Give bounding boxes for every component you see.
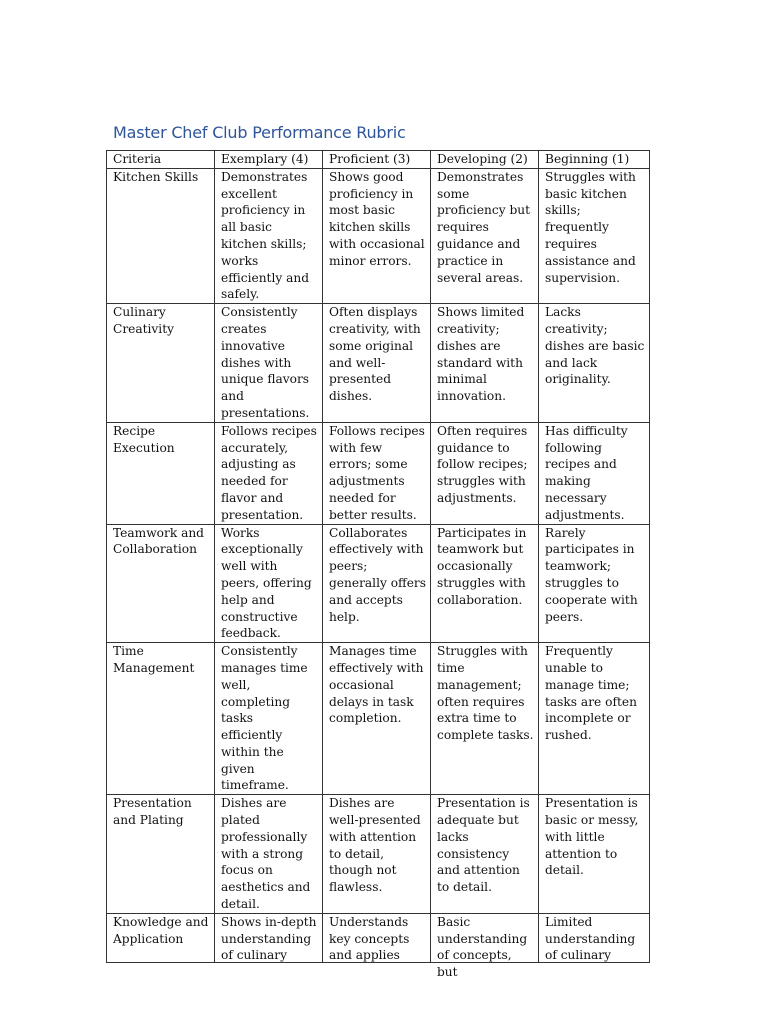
table-row: [107, 795, 650, 914]
developing-cell: Struggles with time management; often requires extra time to complete tasks.: [431, 643, 539, 795]
rubric-table: [106, 150, 650, 980]
criteria-text: Knowledge and Application: [113, 914, 209, 946]
table-row: [107, 168, 650, 303]
exemplary-cell: Works exceptionally well with peers, offering help and constructive feedback.: [215, 524, 323, 643]
proficient-cell: Collaborates effectively with peers; generally offers and accepts help.: [323, 524, 431, 643]
developing-cell: Shows limited creativity; dishes are standard with minimal innovation.: [431, 304, 539, 423]
developing-cell: Often requires guidance to follow recipes; struggles with adjustments.: [431, 422, 539, 524]
table-header-row: [107, 151, 650, 169]
exemplary-cell: Demonstrates excellent proficiency in all basic kitchen skills; works efficiently and safely.: [215, 168, 323, 303]
header-beginning: Beginning (1): [539, 151, 650, 169]
criteria-cell: [107, 913, 215, 962]
exemplary-cell: Dishes are plated professionally with a strong focus on aesthetics and detail.: [215, 795, 323, 914]
header-proficient: Proficient (3): [323, 151, 431, 169]
proficient-cell: [323, 913, 431, 962]
header-criteria: Criteria: [107, 151, 215, 169]
exemplary-cell: Follows recipes accurately, adjusting as needed for flavor and presentation.: [215, 422, 323, 524]
beginning-cell: Lacks creativity; dishes are basic and lack originality.: [539, 304, 650, 423]
exemplary-text: Shows in-depth understanding of culinary: [221, 914, 317, 963]
table-row: [107, 422, 650, 524]
proficient-cell: Often displays creativity, with some original and well-presented dishes.: [323, 304, 431, 423]
page-title: Master Chef Club Performance Rubric: [113, 123, 406, 142]
beginning-text: Limited understanding of culinary: [545, 914, 636, 963]
developing-cell: Demonstrates some proficiency but requires guidance and practice in several areas.: [431, 168, 539, 303]
table-row: [107, 913, 650, 962]
criteria-cell: Teamwork and Collaboration: [107, 524, 215, 643]
table-row: [107, 304, 650, 423]
proficient-cell: Dishes are well-presented with attention to detail, though not flawless.: [323, 795, 431, 914]
beginning-cell: [539, 913, 650, 962]
beginning-cell: Has difficulty following recipes and making necessary adjustments.: [539, 422, 650, 524]
criteria-cell: Kitchen Skills: [107, 168, 215, 303]
header-exemplary: Exemplary (4): [215, 151, 323, 169]
table-row: [107, 524, 650, 643]
developing-cell: Presentation is adequate but lacks consistency and attention to detail.: [431, 795, 539, 914]
exemplary-cell: [215, 913, 323, 962]
header-developing: Developing (2): [431, 151, 539, 169]
beginning-cell: Rarely participates in teamwork; struggles to cooperate with peers.: [539, 524, 650, 643]
exemplary-cell: Consistently creates innovative dishes with unique flavors and presentations.: [215, 304, 323, 423]
developing-text: Basic understanding of concepts, but: [437, 914, 528, 980]
beginning-cell: Frequently unable to manage time; tasks are often incomplete or rushed.: [539, 643, 650, 795]
proficient-cell: Shows good proficiency in most basic kitchen skills with occasional minor errors.: [323, 168, 431, 303]
developing-cell: [431, 913, 539, 980]
criteria-cell: Culinary Creativity: [107, 304, 215, 423]
criteria-cell: Time Management: [107, 643, 215, 795]
developing-cell: Participates in teamwork but occasionally struggles with collaboration.: [431, 524, 539, 643]
table-row: [107, 643, 650, 795]
exemplary-cell: Consistently manages time well, completing tasks efficiently within the given timeframe.: [215, 643, 323, 795]
proficient-cell: Manages time effectively with occasional delays in task completion.: [323, 643, 431, 795]
proficient-text: Understands key concepts and applies: [329, 914, 410, 963]
beginning-cell: Struggles with basic kitchen skills; frequently requires assistance and supervision.: [539, 168, 650, 303]
criteria-cell: Presentation and Plating: [107, 795, 215, 914]
beginning-cell: Presentation is basic or messy, with little attention to detail.: [539, 795, 650, 914]
proficient-cell: Follows recipes with few errors; some adjustments needed for better results.: [323, 422, 431, 524]
criteria-cell: Recipe Execution: [107, 422, 215, 524]
